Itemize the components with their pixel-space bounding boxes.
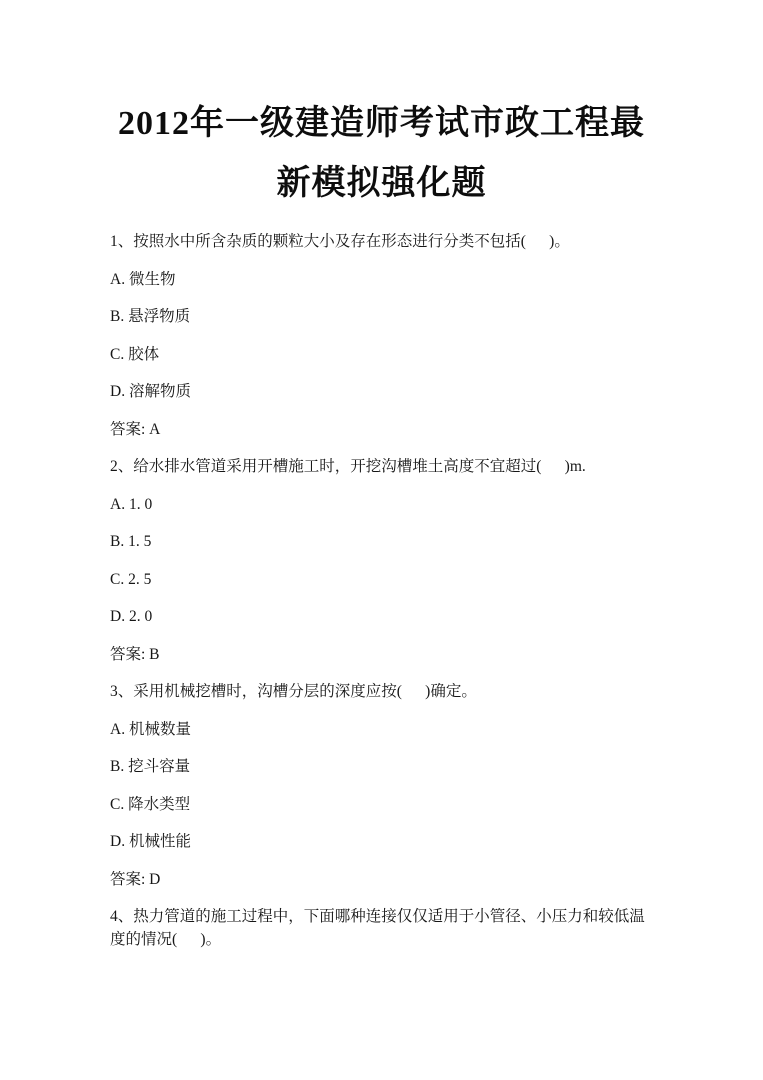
question-4-text: 4、热力管道的施工过程中，下面哪种连接仅仅适用于小管径、小压力和较低温度的情况( )。 xyxy=(110,908,645,948)
question-1-answer: 答案: A xyxy=(110,420,161,438)
title-line-2: 新模拟强化题 xyxy=(276,165,487,202)
question-3-option-b: B. 挖斗容量 xyxy=(110,758,191,775)
question-1-option-c: C. 胶体 xyxy=(110,345,160,363)
question-2-text: 2、给水排水管道采用开槽施工时，开挖沟槽堆土高度不宜超过( )m. xyxy=(110,458,586,475)
question-2-answer: 答案: B xyxy=(110,645,160,663)
question-2-option-a: A. 1. 0 xyxy=(110,495,153,513)
question-3-option-c: C. 降水类型 xyxy=(110,795,191,813)
question-3-option-d: D. 机械性能 xyxy=(110,833,191,850)
question-3-answer: 答案: D xyxy=(110,870,161,888)
question-1-option-b: B. 悬浮物质 xyxy=(110,308,191,325)
question-3-option-a: A. 机械数量 xyxy=(110,720,191,738)
question-2-option-c: C. 2. 5 xyxy=(110,570,152,588)
question-1-text: 1、按照水中所含杂质的颗粒大小及存在形态进行分类不包括( )。 xyxy=(110,233,570,250)
question-1-option-a: A. 微生物 xyxy=(110,270,176,288)
document-body xyxy=(110,231,657,951)
title-line-1: 2012年一级建造师考试市政工程最 xyxy=(118,105,645,142)
question-1-option-d: D. 溶解物质 xyxy=(110,383,191,400)
question-2-option-d: D. 2. 0 xyxy=(110,608,153,625)
document-title xyxy=(60,94,703,214)
question-2-option-b: B. 1. 5 xyxy=(110,533,152,550)
question-3-text: 3、采用机械挖槽时，沟槽分层的深度应按( )确定。 xyxy=(110,683,477,700)
